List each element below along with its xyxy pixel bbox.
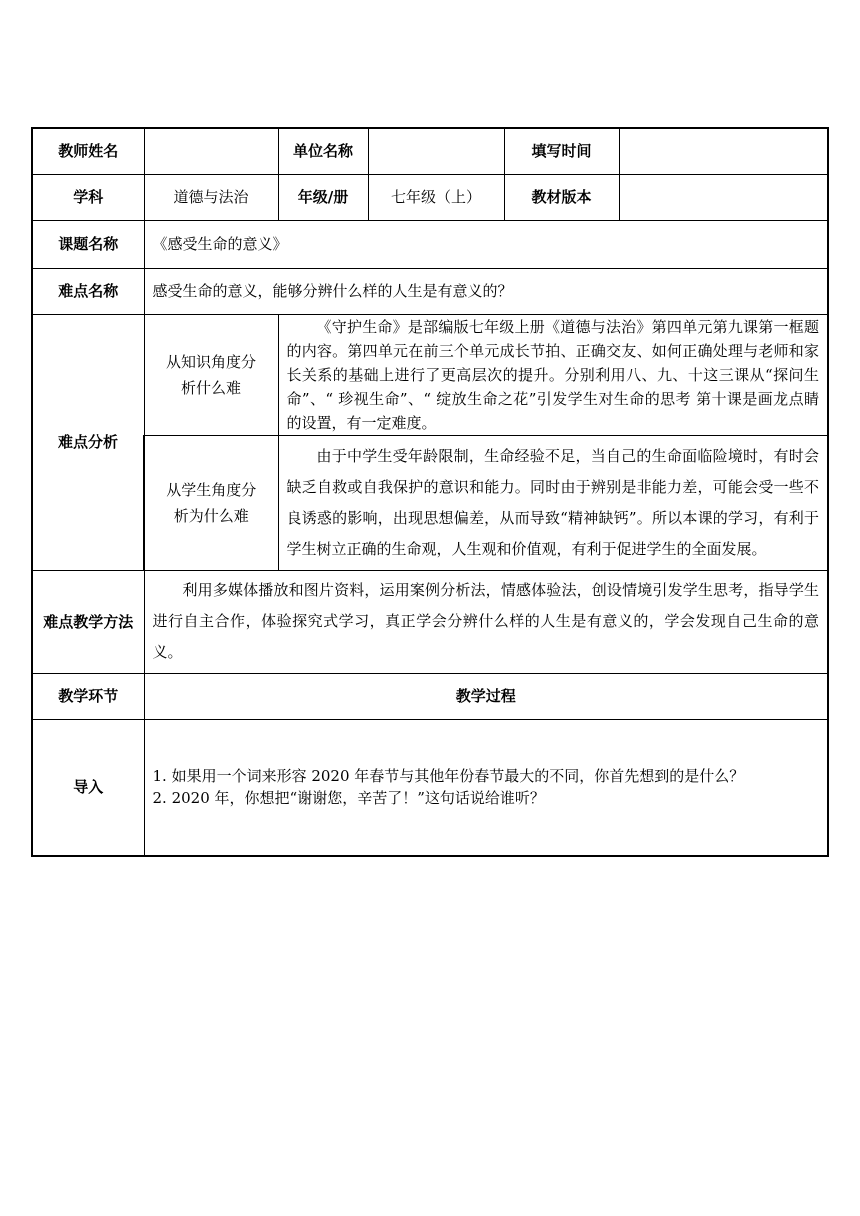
knowledge-angle-label (144, 314, 278, 435)
difficulty-label: 难点名称 (32, 268, 144, 314)
student-analysis-cell (278, 435, 828, 570)
knowledge-analysis-text: 《守护生命》是部编版七年级上册《道德与法治》第四单元第九课第一框题的内容。第四单元在前三个单元成长节拍、正确交友、如何正确处理与老师和家长关系的基础上进行了更高层次的提升。分别利用八、九、十这三课从“探问生命”、“ 珍视生命”、“ 绽放生命之花”引发学生对生命的思考 第十课是画龙点睛的设置，有一定难度。 (286, 317, 819, 432)
subject-label: 学科 (32, 174, 144, 220)
subject-value: 道德与法治 (144, 174, 278, 220)
unit-name-label: 单位名称 (278, 128, 368, 174)
intro-question-2: 2. 2020 年，你想把“谢谢您，辛苦了！”这句话说给谁听？ (152, 789, 545, 808)
teacher-name-label: 教师姓名 (32, 128, 144, 174)
teacher-name-value (144, 128, 278, 174)
row-teacher (32, 128, 828, 174)
row-subject (32, 174, 828, 220)
intro-question-1: 1. 如果用一个词来形容 2020 年春节与其他年份春节最大的不同，你首先想到的是什么？ (152, 767, 745, 786)
fill-date-value (619, 128, 828, 174)
topic-label: 课题名称 (32, 220, 144, 268)
method-text: 利用多媒体播放和图片资料，运用案例分析法，情感体验法，创设情境引发学生思考，指导学生进行自主合作，体验探究式学习，真正学会分辨什么样的人生是有意义的，学会发现自己生命的意义。 (152, 581, 819, 661)
fill-date-label: 填写时间 (504, 128, 619, 174)
grade-value: 七年级（上） (368, 174, 504, 220)
knowledge-analysis-cell (278, 314, 828, 435)
knowledge-angle-text: 从知识角度分析什么难 (165, 352, 256, 397)
edition-value (619, 174, 828, 220)
intro-label: 导入 (32, 719, 144, 856)
row-intro (32, 719, 828, 856)
unit-name-value (368, 128, 504, 174)
intro-question-list (153, 765, 820, 809)
student-analysis-text: 由于中学生受年龄限制，生命经验不足，当自己的生命面临险境时，有时会缺乏自救或自我保护的意识和能力。同时由于辨别是非能力差，可能会受一些不良诱惑的影响，出现思想偏差，从而导致“精神缺钙”。所以本课的学习，有利于学生树立正确的生命观，人生观和价值观，有利于促进学生的全面发展。 (286, 446, 819, 558)
method-label: 难点教学方法 (32, 570, 144, 673)
row-knowledge-analysis (32, 314, 828, 435)
edition-label: 教材版本 (504, 174, 619, 220)
row-process-header (32, 673, 828, 719)
row-method (32, 570, 828, 673)
lesson-plan-table (31, 127, 829, 857)
difficulty-value: 感受生命的意义，能够分辨什么样的人生是有意义的？ (144, 268, 828, 314)
intro-cell (144, 719, 828, 856)
row-topic (32, 220, 828, 268)
method-cell (144, 570, 828, 673)
process-label: 教学过程 (144, 673, 828, 719)
student-angle-label (144, 435, 278, 570)
student-angle-text: 从学生角度分析为什么难 (166, 480, 257, 525)
grade-label: 年级/册 (278, 174, 368, 220)
topic-value: 《感受生命的意义》 (144, 220, 828, 268)
row-student-analysis (32, 435, 828, 570)
stage-label: 教学环节 (32, 673, 144, 719)
analysis-label: 难点分析 (32, 314, 144, 570)
row-difficulty (32, 268, 828, 314)
